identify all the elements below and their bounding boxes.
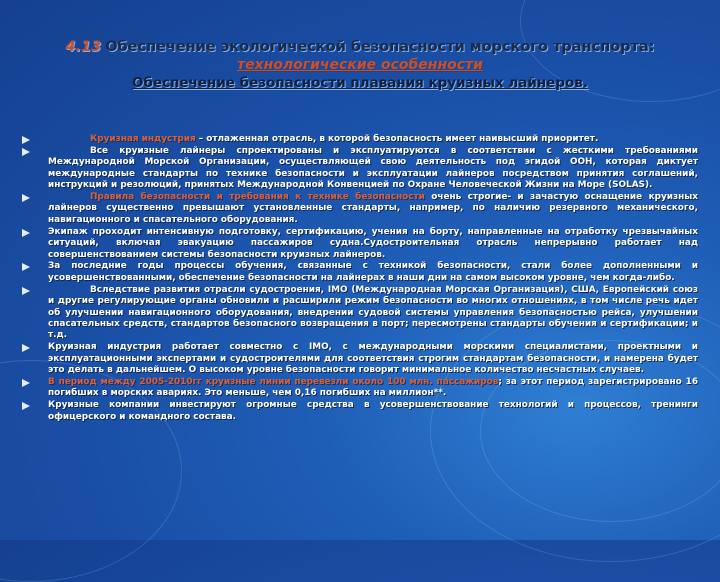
bullet-item <box>22 146 698 192</box>
arrow-bullet-icon <box>22 287 30 295</box>
title-sub: технологические особенности <box>236 57 483 73</box>
bullet-item <box>22 227 698 261</box>
bullet-highlight: Правила безопасности и требования к технике безопасности <box>90 192 425 203</box>
bullet-list <box>22 134 698 424</box>
bullet-text: – отлаженная отрасль, в которой безопасность имеет наивысший приоритет. <box>195 134 599 144</box>
arrow-bullet-icon <box>22 194 30 202</box>
bullet-highlight: Круизная индустрия <box>90 134 196 144</box>
bullet-item <box>22 192 698 226</box>
bullet-text: очень строгие- и зачастую оснащение круизных лайнеров существенно превышают установленные стандарты, например, по наличию резервного механического, навигационного и спасательного оборудования. <box>48 192 698 225</box>
bullet-item <box>22 342 698 376</box>
bullet-item <box>22 377 698 400</box>
bullet-item <box>22 261 698 284</box>
bullet-highlight: В период между 2005-2010гг круизные линии перевезли около 100 млн. пассажиров <box>48 377 499 388</box>
arrow-bullet-icon <box>22 263 30 271</box>
arrow-bullet-icon <box>22 344 30 352</box>
arrow-bullet-icon <box>22 136 30 144</box>
bullet-item <box>22 285 698 342</box>
title-main: Обеспечение экологической безопасности морского транспорта: <box>105 39 655 55</box>
arrow-bullet-icon <box>22 379 30 387</box>
page-subtitle: Обеспечение безопасности плавания круизных лайнеров. <box>132 75 588 91</box>
bullet-text: ; за этот период зарегистрировано 16 погибших в морских авариях. Это меньше, чем 0,16 погибших на миллион**. <box>48 377 699 399</box>
arrow-bullet-icon <box>22 148 30 156</box>
bullet-text: Круизная индустрия работает совместно с IMO, с международными морскими специалистами, проектными и эксплуатационными экспертами и судостроителями для соответствия строгим стандартам безопасности, и намерена будет это делать в дальнейшем. О высоком уровне безопасности говорит минимальное количество несчастных случаев. <box>48 342 698 376</box>
bullet-text: Круизные компании инвестируют огромные средства в усовершенствование технологий и процессов, тренинги офицерского и командного состава. <box>48 400 698 422</box>
arrow-bullet-icon <box>22 229 30 237</box>
bullet-item <box>22 400 698 423</box>
arrow-bullet-icon <box>22 402 30 410</box>
bullet-text: Вследствие развития отрасли судостроения, IMO (Международная Морская Организация), США, Европейский союз и другие регулирующие органы обновили и расширили режим безопасности во многих отношениях, в том числе речь идет об улучшении навигационного оборудования, внедрении судовой системы управления безопасностью рейса, улучшении спасательных средств, стандартов безопасного возвращения в порт; пересмотрены стандарты обучения и сертификации; и т.д. <box>48 284 698 341</box>
bullet-text: За последние годы процессы обучения, связанные с техникой безопасности, стали более дополненными и усовершенствованными, обеспечение безопасности на лайнерах в наши дни на самом высоком уровне, чем когда-либо. <box>48 261 698 283</box>
bullet-text: Все круизные лайнеры спроектированы и эксплуатируются в соответствии с жесткими требованиями Международной Морской Организации, осуществляющей свою деятельность под эгидой ООН, которая диктует международные стандарты по технике безопасности и эксплуатации лайнеров посредством принятия соглашений, инструкций и резолюций, принятых Международной Конвенцией по Охране Человеческой Жизни на Море (SOLAS). <box>48 145 698 191</box>
slide-title <box>20 38 700 92</box>
section-number: 4.13 <box>65 39 102 55</box>
bullet-text: Экипаж проходит интенсивную подготовку, сертификацию, учения на борту, направленные на отработку чрезвычайных ситуаций, включая эвакуацию пассажиров судна.Судостроительная отрасль непрерывно работает над совершенствованием системы безопасности круизных лайнеров. <box>48 226 698 260</box>
title-main-line <box>20 38 700 56</box>
bullet-item <box>22 134 698 145</box>
